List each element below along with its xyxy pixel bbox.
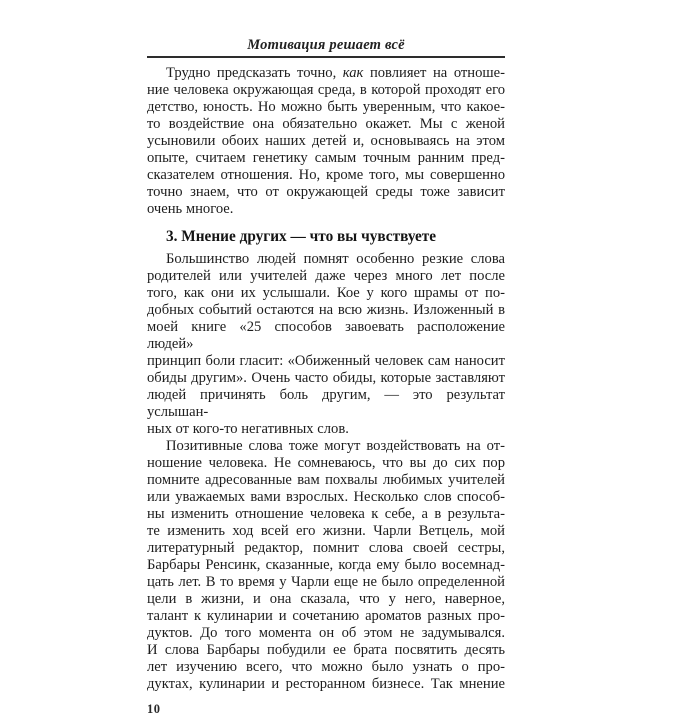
running-header-title: Мотивация решает всё — [247, 37, 405, 53]
text-line: или уважаемых вами взрослых. Несколько слов способ- — [147, 489, 505, 505]
text-line: усыновили обоих наших детей и, основываясь на этом — [147, 133, 505, 149]
text-line: дуктах, кулинарии и ресторанном бизнесе. Так мнение — [147, 676, 505, 692]
section-heading: 3. Мнение других — что вы чувствуете — [166, 228, 437, 245]
text-line: Барбары Ренсинк, сказанные, когда ему было восемнад- — [147, 557, 505, 573]
text-line: точно знаем, что от окружающей среды тоже зависит — [147, 184, 505, 200]
text-line: ние человека окружающая среда, в которой проходят его — [147, 82, 505, 98]
text-segment: повлияет на отноше- — [363, 65, 505, 81]
text-line: моей книге «25 способов завоевать расположение людей» — [147, 319, 505, 352]
text-line: ных от кого-то негативных слов. — [147, 421, 349, 437]
text-line: те изменить ход всей его жизни. Чарли Ветцель, мой — [147, 523, 505, 539]
text-line: дуктов. До того момента он об этом не задумывался. — [147, 625, 505, 641]
header-rule — [147, 56, 505, 58]
text-line: литературный редактор, помнит слова своей сестры, — [147, 540, 505, 556]
text-line: помните адресованные вам похвалы любимых учителей — [147, 472, 505, 488]
text-line: то воздействие она обязательно окажет. Мы с женой — [147, 116, 505, 132]
text-line: добных событий остаются на всю жизнь. Изложенный в — [147, 302, 505, 318]
text-segment: Трудно предсказать точно, — [166, 65, 343, 81]
text-line: ношение человека. Не сомневаюсь, что вы до сих пор — [147, 455, 505, 471]
text-line: людей причинять боль другим, — это результат услышан- — [147, 387, 505, 420]
text-line: родителей или учителей даже через много лет после — [147, 268, 505, 284]
text-line: И слова Барбары побудили ее брата посвятить десять — [147, 642, 505, 658]
emphasis-word: как — [342, 65, 364, 81]
text-line: талант к кулинарии и сочетанию ароматов разных про- — [147, 608, 505, 624]
text-line: принцип боли гласит: «Обиженный человек сам наносит — [147, 353, 505, 369]
text-line: сказателем отношения. Но, кроме того, мы совершенно — [147, 167, 505, 183]
page-body — [147, 65, 505, 693]
text-line: детство, юность. Но можно быть уверенным, что какое- — [147, 99, 505, 115]
text-line: очень многое. — [147, 201, 234, 217]
text-line: Позитивные слова тоже могут воздействовать на от- — [166, 438, 505, 454]
text-line: цать лет. В то время у Чарли еще не было определенной — [147, 574, 505, 590]
text-line: опыте, считаем генетику самым точным ранним пред- — [147, 150, 505, 166]
text-line: Большинство людей помнят особенно резкие слова — [166, 251, 505, 267]
page-number: 10 — [147, 702, 161, 716]
text-line: обиды другим». Очень часто обиды, которые заставляют — [147, 370, 505, 386]
text-line: того, как они их услышали. Кое у кого шрамы от по- — [147, 285, 505, 301]
text-column — [147, 37, 505, 717]
text-line: цели в жизни, и она сказала, что у него, наверное, — [147, 591, 505, 607]
text-line — [147, 65, 505, 82]
text-line: лет изучению всего, что можно было узнать о про- — [147, 659, 505, 675]
text-line: ны изменить отношение человека к себе, а в результа- — [147, 506, 505, 522]
